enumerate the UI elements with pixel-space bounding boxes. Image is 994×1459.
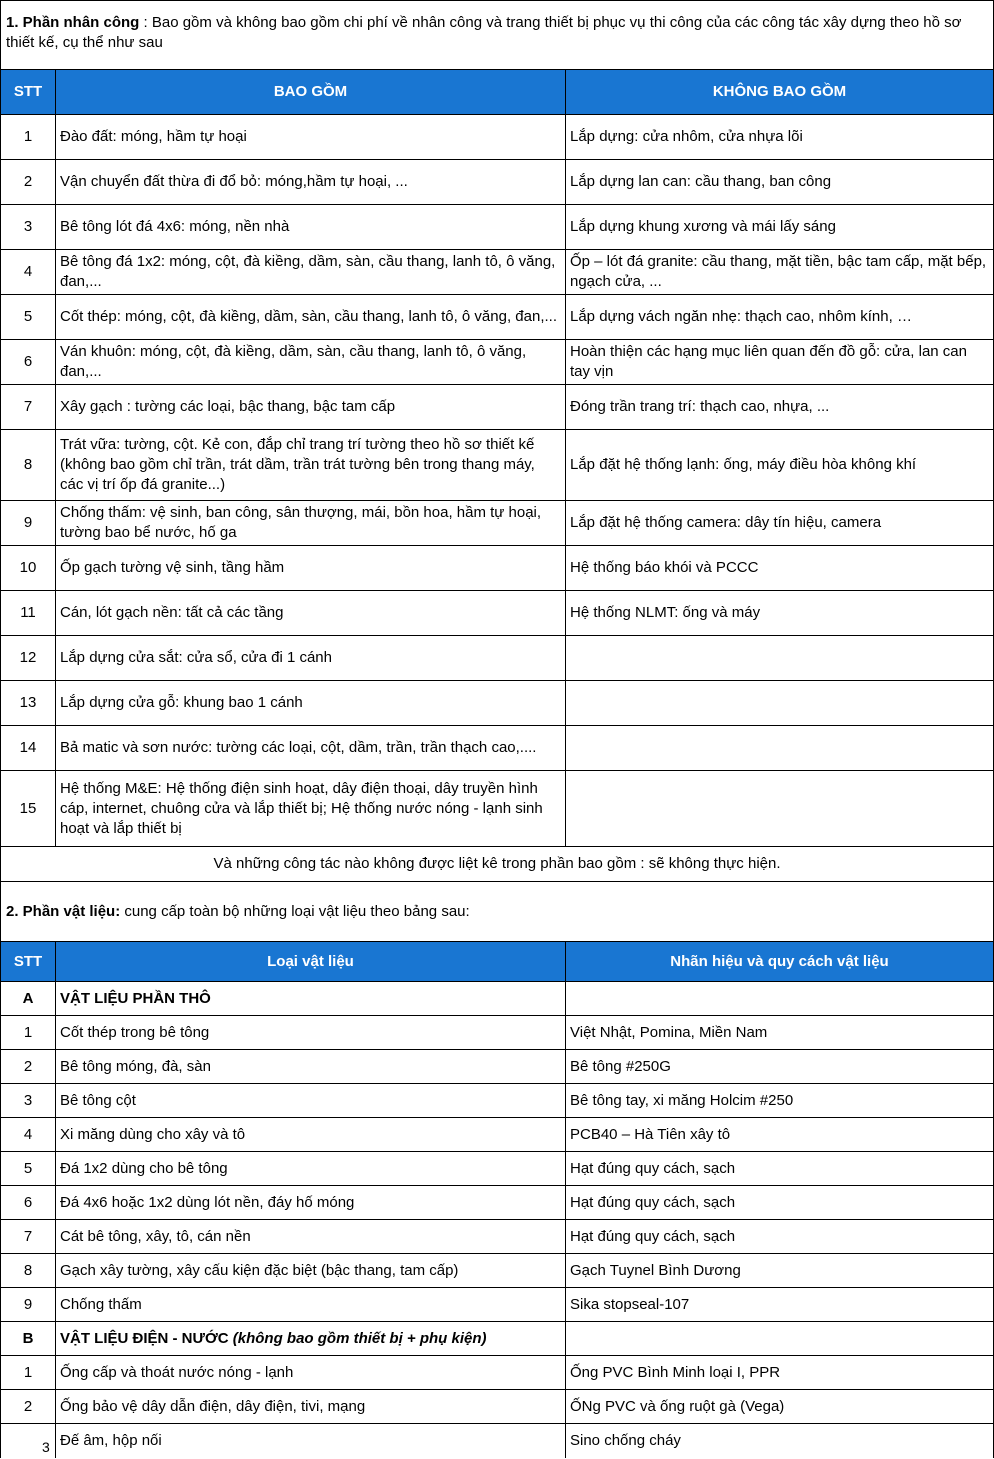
page-number: 3 xyxy=(42,1439,50,1455)
row-spec: Việt Nhật, Pomina, Miền Nam xyxy=(566,1016,994,1050)
group-b-stt: B xyxy=(1,1322,56,1356)
row-excluded xyxy=(566,681,994,726)
row-material: Gạch xây tường, xây cấu kiện đặc biệt (bậc thang, tam cấp) xyxy=(56,1254,566,1288)
row-excluded xyxy=(566,771,994,847)
table-row xyxy=(1,295,994,340)
row-included: Xây gạch : tường các loại, bậc thang, bậc tam cấp xyxy=(56,385,566,430)
row-stt: 9 xyxy=(1,1288,56,1322)
row-stt: 13 xyxy=(1,681,56,726)
table-row xyxy=(1,160,994,205)
table-row xyxy=(1,546,994,591)
row-included: Trát vữa: tường, cột. Kẻ con, đắp chỉ trang trí tường theo hồ sơ thiết kế (không bao gồm chỉ trần, trát dầm, trần trát tường bên trong thang máy, các vị trí ốp đá granite...) xyxy=(56,430,566,501)
table-row xyxy=(1,636,994,681)
row-included: Vận chuyển đất thừa đi đổ bỏ: móng,hầm tự hoại, ... xyxy=(56,160,566,205)
section2-intro-row xyxy=(1,882,994,942)
row-spec: Bê tông #250G xyxy=(566,1050,994,1084)
table-row xyxy=(1,115,994,160)
row-stt: 6 xyxy=(1,340,56,385)
table-row xyxy=(1,726,994,771)
table-row xyxy=(1,250,994,295)
row-stt: 8 xyxy=(1,1254,56,1288)
row-included: Lắp dựng cửa gỗ: khung bao 1 cánh xyxy=(56,681,566,726)
table-row xyxy=(1,771,994,847)
row-stt: 4 xyxy=(1,1118,56,1152)
header-included: BAO GỒM xyxy=(56,70,566,115)
row-spec: Hạt đúng quy cách, sạch xyxy=(566,1220,994,1254)
section1-intro-row xyxy=(1,1,994,70)
row-spec: Sika stopseal-107 xyxy=(566,1288,994,1322)
header-stt: STT xyxy=(1,70,56,115)
row-material: Đế âm, hộp nối xyxy=(56,1424,566,1458)
group-a-stt: A xyxy=(1,982,56,1016)
row-material: Chống thấm xyxy=(56,1288,566,1322)
row-included: Bê tông lót đá 4x6: móng, nền nhà xyxy=(56,205,566,250)
group-a-empty xyxy=(566,982,994,1016)
header-spec: Nhãn hiệu và quy cách vật liệu xyxy=(566,942,994,982)
row-spec: ỐNg PVC và ống ruột gà (Vega) xyxy=(566,1390,994,1424)
header-stt: STT xyxy=(1,942,56,982)
section1-header-row xyxy=(1,70,994,115)
row-stt: 5 xyxy=(1,1152,56,1186)
header-material: Loại vật liệu xyxy=(56,942,566,982)
section1-intro xyxy=(1,1,994,70)
row-material: Bê tông cột xyxy=(56,1084,566,1118)
table-row xyxy=(1,430,994,501)
section1-rows xyxy=(1,115,994,847)
row-excluded: Lắp dựng lan can: cầu thang, ban công xyxy=(566,160,994,205)
table-row xyxy=(1,1050,994,1084)
row-excluded: Lắp dựng khung xương và mái lấy sáng xyxy=(566,205,994,250)
table-row xyxy=(1,1220,994,1254)
row-stt: 7 xyxy=(1,385,56,430)
table-row xyxy=(1,681,994,726)
table-row xyxy=(1,1016,994,1050)
row-material: Cát bê tông, xây, tô, cán nền xyxy=(56,1220,566,1254)
row-stt: 2 xyxy=(1,1050,56,1084)
row-stt: 14 xyxy=(1,726,56,771)
row-spec: Sino chống cháy xyxy=(566,1424,994,1458)
row-stt: 1 xyxy=(1,115,56,160)
row-stt: 10 xyxy=(1,546,56,591)
row-material: Đá 4x6 hoặc 1x2 dùng lót nền, đáy hố móng xyxy=(56,1186,566,1220)
group-b-cell xyxy=(56,1322,566,1356)
section1-note-row xyxy=(1,847,994,882)
table-row xyxy=(1,1390,994,1424)
table-row xyxy=(1,1118,994,1152)
section2-intro xyxy=(1,882,994,942)
row-excluded: Hệ thống báo khói và PCCC xyxy=(566,546,994,591)
section1-text: : Bao gồm và không bao gồm chi phí về nhân công và trang thiết bị phục vụ thi công của các công tác xây dựng theo hồ sơ thiết kế, cụ thể như sau xyxy=(6,14,962,51)
row-stt: 12 xyxy=(1,636,56,681)
row-stt: 9 xyxy=(1,501,56,546)
row-included: Đào đất: móng, hầm tự hoại xyxy=(56,115,566,160)
row-material: Cốt thép trong bê tông xyxy=(56,1016,566,1050)
row-excluded: Đóng trần trang trí: thạch cao, nhựa, ... xyxy=(566,385,994,430)
group-a-row xyxy=(1,982,994,1016)
group-a-rows xyxy=(1,1016,994,1322)
row-excluded: Ốp – lót đá granite: cầu thang, mặt tiền, bậc tam cấp, mặt bếp, ngạch cửa, ... xyxy=(566,250,994,295)
group-b-label: VẬT LIỆU ĐIỆN - NƯỚC xyxy=(60,1329,229,1347)
section1-title: 1. Phần nhân công xyxy=(6,14,140,31)
table-row xyxy=(1,1424,994,1458)
table-row xyxy=(1,1288,994,1322)
table-row xyxy=(1,1186,994,1220)
row-spec: Bê tông tay, xi măng Holcim #250 xyxy=(566,1084,994,1118)
row-stt: 1 xyxy=(1,1016,56,1050)
row-included: Bê tông đá 1x2: móng, cột, đà kiềng, dầm, sàn, cầu thang, lanh tô, ô văng, đan,... xyxy=(56,250,566,295)
table-row xyxy=(1,1356,994,1390)
row-material: Ống bảo vệ dây dẫn điện, dây điện, tivi, mạng xyxy=(56,1390,566,1424)
group-b-note: (không bao gồm thiết bị + phụ kiện) xyxy=(232,1329,487,1347)
table-row xyxy=(1,591,994,636)
row-spec: Hạt đúng quy cách, sạch xyxy=(566,1152,994,1186)
row-excluded: Lắp dựng: cửa nhôm, cửa nhựa lõi xyxy=(566,115,994,160)
row-included: Chống thấm: vệ sinh, ban công, sân thượng, mái, bồn hoa, hầm tự hoại, tường bao bể nước, hố ga xyxy=(56,501,566,546)
row-stt: 6 xyxy=(1,1186,56,1220)
row-excluded xyxy=(566,726,994,771)
row-spec: Ống PVC Bình Minh loại I, PPR xyxy=(566,1356,994,1390)
row-stt: 4 xyxy=(1,250,56,295)
row-included: Hệ thống M&E: Hệ thống điện sinh hoạt, dây điện thoại, dây truyền hình cáp, internet, chuông cửa và lắp thiết bị; Hệ thống nước nóng - lạnh sinh hoạt và lắp thiết bị xyxy=(56,771,566,847)
table-row xyxy=(1,1084,994,1118)
row-excluded xyxy=(566,636,994,681)
group-a-label: VẬT LIỆU PHẦN THÔ xyxy=(56,982,566,1016)
group-b-rows xyxy=(1,1356,994,1458)
group-b-row xyxy=(1,1322,994,1356)
table-row xyxy=(1,1152,994,1186)
group-b-empty xyxy=(566,1322,994,1356)
table-row xyxy=(1,1254,994,1288)
row-included: Bả matic và sơn nước: tường các loại, cột, dầm, trần, trần thạch cao,.... xyxy=(56,726,566,771)
header-excluded: KHÔNG BAO GỒM xyxy=(566,70,994,115)
row-excluded: Lắp đặt hệ thống camera: dây tín hiệu, camera xyxy=(566,501,994,546)
row-stt: 2 xyxy=(1,160,56,205)
row-stt: 3 xyxy=(1,205,56,250)
row-included: Ốp gạch tường vệ sinh, tầng hầm xyxy=(56,546,566,591)
section1-note: Và những công tác nào không được liệt kê trong phần bao gồm : sẽ không thực hiện. xyxy=(1,847,994,882)
row-stt: 5 xyxy=(1,295,56,340)
row-spec: PCB40 – Hà Tiên xây tô xyxy=(566,1118,994,1152)
row-excluded: Lắp đặt hệ thống lạnh: ống, máy điều hòa không khí xyxy=(566,430,994,501)
row-spec: Gạch Tuynel Bình Dương xyxy=(566,1254,994,1288)
row-stt: 1 xyxy=(1,1356,56,1390)
row-spec: Hạt đúng quy cách, sạch xyxy=(566,1186,994,1220)
table-row xyxy=(1,385,994,430)
row-stt: 15 xyxy=(1,771,56,847)
row-stt: 2 xyxy=(1,1390,56,1424)
row-stt: 8 xyxy=(1,430,56,501)
row-stt: 7 xyxy=(1,1220,56,1254)
row-excluded: Lắp dựng vách ngăn nhẹ: thạch cao, nhôm kính, … xyxy=(566,295,994,340)
section2-title: 2. Phần vật liệu: xyxy=(6,902,121,920)
table-row xyxy=(1,501,994,546)
row-material: Đá 1x2 dùng cho bê tông xyxy=(56,1152,566,1186)
table-row xyxy=(1,340,994,385)
row-material: Bê tông móng, đà, sàn xyxy=(56,1050,566,1084)
row-excluded: Hệ thống NLMT: ống và máy xyxy=(566,591,994,636)
row-included: Lắp dựng cửa sắt: cửa sổ, cửa đi 1 cánh xyxy=(56,636,566,681)
row-excluded: Hoàn thiện các hạng mục liên quan đến đồ gỗ: cửa, lan can tay vịn xyxy=(566,340,994,385)
section2-header-row xyxy=(1,942,994,982)
row-stt: 3 xyxy=(1,1084,56,1118)
row-stt: 11 xyxy=(1,591,56,636)
row-material: Xi măng dùng cho xây và tô xyxy=(56,1118,566,1152)
row-included: Ván khuôn: móng, cột, đà kiềng, dầm, sàn, cầu thang, lanh tô, ô văng, đan,... xyxy=(56,340,566,385)
row-included: Cốt thép: móng, cột, đà kiềng, dầm, sàn, cầu thang, lanh tô, ô văng, đan,... xyxy=(56,295,566,340)
row-included: Cán, lót gạch nền: tất cả các tầng xyxy=(56,591,566,636)
table-row xyxy=(1,205,994,250)
row-material: Ống cấp và thoát nước nóng - lạnh xyxy=(56,1356,566,1390)
section2-text: cung cấp toàn bộ những loại vật liệu theo bảng sau: xyxy=(120,902,470,920)
